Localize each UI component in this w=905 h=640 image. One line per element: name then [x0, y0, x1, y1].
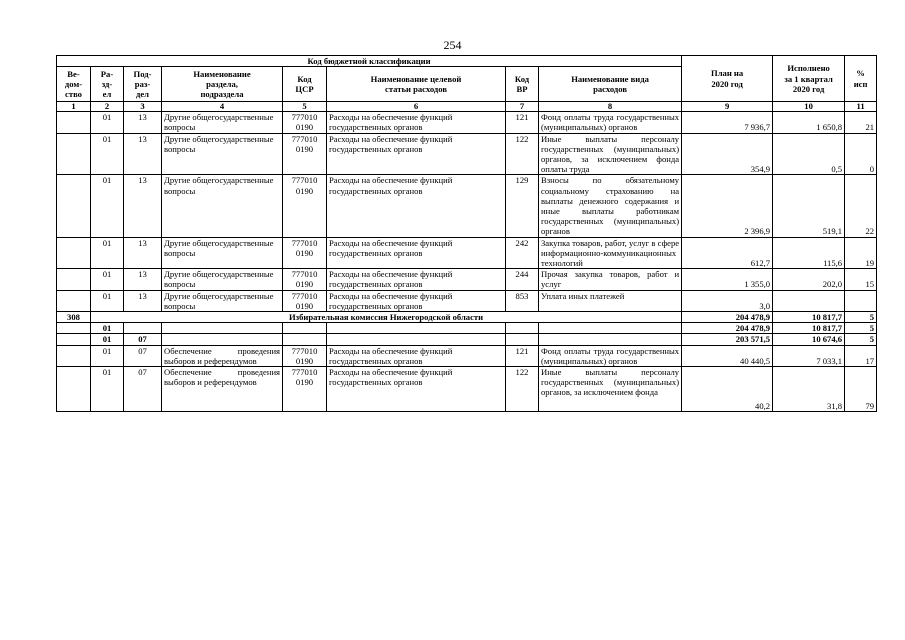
- col-num: 8: [539, 102, 682, 112]
- cell-podrazd: 13: [124, 133, 162, 175]
- cell-csr: 777010 0190: [283, 237, 327, 269]
- cell-vr-name: Фонд оплаты труда государственных (муниципальных) органов: [539, 345, 682, 366]
- col-num: 1: [57, 102, 91, 112]
- header-razd: Ра- зд- ел: [91, 67, 124, 102]
- cell-plan: 1 355,0: [682, 269, 773, 290]
- table-body: [57, 112, 877, 412]
- cell-name: [162, 334, 283, 345]
- column-numbers-row: [57, 102, 877, 112]
- cell-ved: [57, 133, 91, 175]
- cell-vr: 853: [506, 290, 539, 311]
- cell-target: Расходы на обеспечение функций государственных органов: [327, 237, 506, 269]
- cell-pct: [845, 290, 877, 311]
- cell-csr: 777010 0190: [283, 269, 327, 290]
- cell-target: Расходы на обеспечение функций государственных органов: [327, 345, 506, 366]
- col-num: 9: [682, 102, 773, 112]
- cell-vr-name: Взносы по обязательному социальному страхованию на выплаты денежного содержания и иные выплаты работникам государственных (муниципальных) органов: [539, 175, 682, 237]
- cell-plan: 612,7: [682, 237, 773, 269]
- cell-pct: 5: [845, 323, 877, 334]
- header-group-title: Код бюджетной классификации: [57, 56, 682, 67]
- cell-plan: 3,0: [682, 290, 773, 311]
- cell-vr-name: [539, 334, 682, 345]
- cell-target: Расходы на обеспечение функций государственных органов: [327, 112, 506, 133]
- cell-razd: 01: [91, 290, 124, 311]
- cell-razd: 01: [91, 367, 124, 412]
- summary-row-razd: [57, 323, 877, 334]
- cell-ved: [57, 334, 91, 345]
- cell-name: Другие общегосударственные вопросы: [162, 175, 283, 237]
- cell-name: Другие общегосударственные вопросы: [162, 133, 283, 175]
- cell-exec: 10 817,7: [773, 312, 845, 323]
- cell-plan: 354,9: [682, 133, 773, 175]
- cell-exec: [773, 290, 845, 311]
- table-row: [57, 237, 877, 269]
- cell-vr: 242: [506, 237, 539, 269]
- cell-ved: 308: [57, 312, 91, 323]
- header-vr: Код ВР: [506, 67, 539, 102]
- summary-row-podrazd: [57, 334, 877, 345]
- cell-exec: 0,5: [773, 133, 845, 175]
- header-name: Наименование раздела, подраздела: [162, 67, 283, 102]
- cell-razd: 01: [91, 133, 124, 175]
- cell-vr: 244: [506, 269, 539, 290]
- cell-vr: [506, 323, 539, 334]
- table-row: [57, 112, 877, 133]
- cell-name: Другие общегосударственные вопросы: [162, 237, 283, 269]
- cell-target: [327, 323, 506, 334]
- col-num: 11: [845, 102, 877, 112]
- cell-razd: 01: [91, 323, 124, 334]
- table-header: [57, 56, 877, 112]
- cell-target: Расходы на обеспечение функций государственных органов: [327, 133, 506, 175]
- col-num: 6: [327, 102, 506, 112]
- cell-podrazd: [124, 323, 162, 334]
- page-number: 254: [443, 38, 462, 52]
- cell-pct: 15: [845, 269, 877, 290]
- cell-exec: 115,6: [773, 237, 845, 269]
- cell-vr: 122: [506, 133, 539, 175]
- cell-razd: 01: [91, 237, 124, 269]
- table-row: [57, 133, 877, 175]
- cell-vr: 122: [506, 367, 539, 412]
- summary-row-ved: [57, 312, 877, 323]
- col-num: 7: [506, 102, 539, 112]
- cell-razd: 01: [91, 112, 124, 133]
- cell-exec: 31,8: [773, 367, 845, 412]
- cell-pct: 17: [845, 345, 877, 366]
- cell-ved: [57, 345, 91, 366]
- table-row: [57, 269, 877, 290]
- cell-vr-name: Закупка товаров, работ, услуг в сфере информационно-коммуникационных технологий: [539, 237, 682, 269]
- col-num: 2: [91, 102, 124, 112]
- cell-ved: [57, 175, 91, 237]
- cell-ved: [57, 269, 91, 290]
- cell-target: Расходы на обеспечение функций государственных органов: [327, 269, 506, 290]
- cell-csr: 777010 0190: [283, 290, 327, 311]
- cell-razd: 01: [91, 269, 124, 290]
- header-csr: Код ЦСР: [283, 67, 327, 102]
- cell-pct: 5: [845, 312, 877, 323]
- cell-podrazd: 13: [124, 237, 162, 269]
- cell-csr: [283, 323, 327, 334]
- header-podrazd: Под- раз- дел: [124, 67, 162, 102]
- cell-vr-name: Уплата иных платежей: [539, 290, 682, 311]
- cell-name: [162, 323, 283, 334]
- cell-vr-name: Иные выплаты персоналу государственных (муниципальных) органов, за исключением фонда оплаты труда: [539, 133, 682, 175]
- col-num: 10: [773, 102, 845, 112]
- table-row: [57, 175, 877, 237]
- cell-pct: 0: [845, 133, 877, 175]
- cell-vr: [506, 334, 539, 345]
- budget-table: [56, 55, 877, 412]
- cell-vr-name: Иные выплаты персоналу государственных (муниципальных) органов, за исключением фонда: [539, 367, 682, 412]
- cell-razd: 01: [91, 175, 124, 237]
- col-num: 3: [124, 102, 162, 112]
- cell-vr: 121: [506, 112, 539, 133]
- cell-ved: [57, 112, 91, 133]
- cell-pct: 19: [845, 237, 877, 269]
- cell-name: Обеспечение проведения выборов и референдумов: [162, 367, 283, 412]
- cell-csr: [283, 334, 327, 345]
- cell-podrazd: 07: [124, 334, 162, 345]
- cell-pct: 5: [845, 334, 877, 345]
- header-target: Наименование целевой статьи расходов: [327, 67, 506, 102]
- table-row: [57, 290, 877, 311]
- cell-csr: 777010 0190: [283, 367, 327, 412]
- col-num: 5: [283, 102, 327, 112]
- cell-plan: 203 571,5: [682, 334, 773, 345]
- cell-razd: 01: [91, 345, 124, 366]
- cell-target: [327, 334, 506, 345]
- header-ved: Ве- дом- ство: [57, 67, 91, 102]
- cell-pct: 21: [845, 112, 877, 133]
- cell-podrazd: 13: [124, 112, 162, 133]
- cell-name: Другие общегосударственные вопросы: [162, 112, 283, 133]
- cell-target: Расходы на обеспечение функций государственных органов: [327, 290, 506, 311]
- cell-podrazd: 13: [124, 269, 162, 290]
- cell-csr: 777010 0190: [283, 175, 327, 237]
- cell-ved: [57, 323, 91, 334]
- col-num: 4: [162, 102, 283, 112]
- cell-vr-name: [539, 323, 682, 334]
- cell-ved: [57, 237, 91, 269]
- cell-target: Расходы на обеспечение функций государственных органов: [327, 367, 506, 412]
- cell-ved: [57, 290, 91, 311]
- header-pct: % исп: [845, 56, 877, 102]
- cell-exec: 10 674,6: [773, 334, 845, 345]
- cell-vr: 129: [506, 175, 539, 237]
- header-plan: План на 2020 год: [682, 56, 773, 102]
- cell-ved: [57, 367, 91, 412]
- cell-plan: 204 478,9: [682, 312, 773, 323]
- cell-target: Расходы на обеспечение функций государственных органов: [327, 175, 506, 237]
- cell-csr: 777010 0190: [283, 112, 327, 133]
- cell-podrazd: 07: [124, 367, 162, 412]
- cell-podrazd: 13: [124, 175, 162, 237]
- cell-name: Обеспечение проведения выборов и референдумов: [162, 345, 283, 366]
- cell-exec: 1 650,8: [773, 112, 845, 133]
- table-row: [57, 345, 877, 366]
- cell-pct: 79: [845, 367, 877, 412]
- table-row: [57, 367, 877, 412]
- cell-podrazd: 13: [124, 290, 162, 311]
- cell-csr: 777010 0190: [283, 345, 327, 366]
- cell-vr-name: Фонд оплаты труда государственных (муниципальных) органов: [539, 112, 682, 133]
- header-exec: Исполнено за 1 квартал 2020 год: [773, 56, 845, 102]
- cell-exec: 202,0: [773, 269, 845, 290]
- cell-plan: 2 396,9: [682, 175, 773, 237]
- cell-vr-name: Прочая закупка товаров, работ и услуг: [539, 269, 682, 290]
- cell-razd: 01: [91, 334, 124, 345]
- cell-exec: 7 033,1: [773, 345, 845, 366]
- cell-pct: 22: [845, 175, 877, 237]
- cell-plan: 204 478,9: [682, 323, 773, 334]
- cell-podrazd: 07: [124, 345, 162, 366]
- cell-csr: 777010 0190: [283, 133, 327, 175]
- cell-org-title: Избирательная комиссия Нижегородской области: [91, 312, 682, 323]
- cell-exec: 10 817,7: [773, 323, 845, 334]
- cell-plan: 40,2: [682, 367, 773, 412]
- cell-name: Другие общегосударственные вопросы: [162, 269, 283, 290]
- cell-vr: 121: [506, 345, 539, 366]
- cell-plan: 7 936,7: [682, 112, 773, 133]
- cell-exec: 519,1: [773, 175, 845, 237]
- header-vr-name: Наименование вида расходов: [539, 67, 682, 102]
- cell-name: Другие общегосударственные вопросы: [162, 290, 283, 311]
- cell-plan: 40 440,5: [682, 345, 773, 366]
